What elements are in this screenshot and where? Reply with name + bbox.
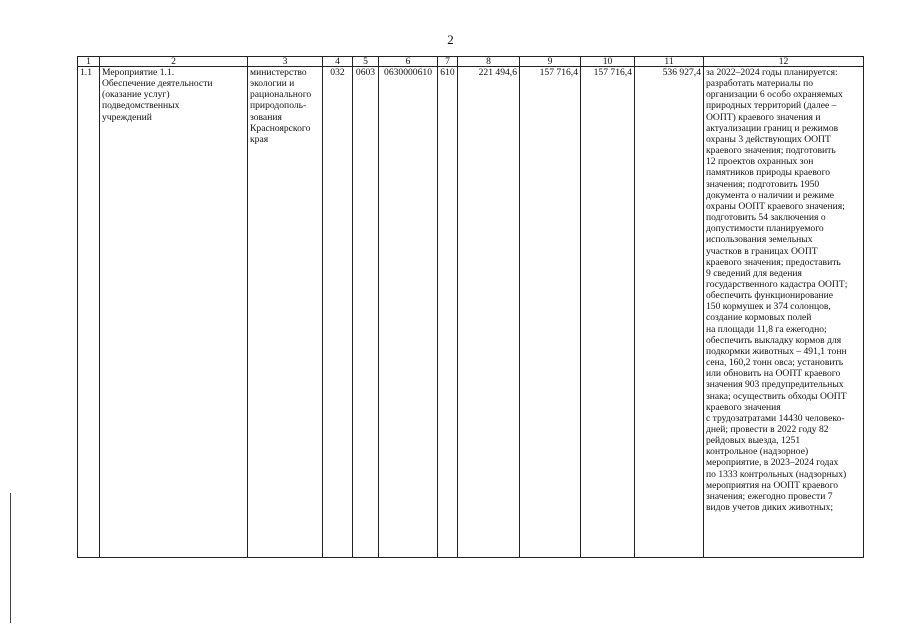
text-line: рационального bbox=[250, 89, 312, 101]
row-number: 1.1 bbox=[78, 67, 100, 558]
amount-total: 536 927,4 bbox=[635, 67, 704, 558]
text-line: значения; подготовить 1950 bbox=[706, 178, 820, 190]
text-line: охраны 3 действующих ООПТ bbox=[706, 133, 831, 145]
amount-2023: 157 716,4 bbox=[520, 67, 581, 558]
text-line: за 2022–2024 годы планируется: bbox=[706, 67, 838, 78]
margin-rule bbox=[10, 493, 11, 623]
text-line: по 1333 контрольных (надзорных) bbox=[706, 468, 847, 480]
text-line: участков в границах ООПТ bbox=[706, 245, 818, 257]
header-cell: 2 bbox=[100, 57, 248, 67]
header-cell: 1 bbox=[78, 57, 100, 67]
csr-code: 0630000610 bbox=[379, 67, 438, 558]
text-line: значения; ежегодно провести 7 bbox=[706, 490, 833, 502]
text-line: значения 903 предупредительных bbox=[706, 379, 844, 391]
text-line: государственного кадастра ООПТ; bbox=[706, 278, 848, 290]
text-line: зования bbox=[250, 111, 282, 123]
text-line: ООПТ) краевого значения и bbox=[706, 111, 821, 123]
program-table bbox=[77, 56, 864, 558]
text-line: краевого значения; подготовить bbox=[706, 145, 836, 157]
grbs-code: 032 bbox=[323, 67, 353, 558]
responsible-org bbox=[248, 67, 323, 558]
header-cell: 10 bbox=[581, 57, 635, 67]
text-line: охраны ООПТ краевого значения; bbox=[706, 200, 845, 212]
text-line: обеспечить функционирование bbox=[706, 290, 834, 302]
text-line: края bbox=[250, 133, 269, 145]
text-line: подготовить 54 заключения о bbox=[706, 212, 826, 224]
amount-2022: 221 494,6 bbox=[458, 67, 520, 558]
header-cell: 5 bbox=[353, 57, 379, 67]
table-row bbox=[78, 67, 864, 558]
text-line: Красноярского bbox=[250, 122, 311, 134]
text-line: или обновить на ООПТ краевого bbox=[706, 368, 841, 380]
text-line: министерство bbox=[250, 67, 307, 78]
text-line: обеспечить выкладку кормов для bbox=[706, 334, 842, 346]
text-line: создание кормовых полей bbox=[706, 312, 812, 324]
text-line: экологии и bbox=[250, 78, 295, 90]
text-line: Мероприятие 1.1. bbox=[102, 67, 175, 78]
text-line: 9 сведений для ведения bbox=[706, 267, 802, 279]
text-line: подведомственных bbox=[102, 100, 180, 112]
text-line: допустимости планируемого bbox=[706, 223, 824, 235]
header-cell: 8 bbox=[458, 57, 520, 67]
text-line: памятников природы краевого bbox=[706, 167, 831, 179]
text-line: подкормки животных – 491,1 тонн bbox=[706, 345, 847, 357]
text-line: мероприятия на ООПТ краевого bbox=[706, 479, 839, 491]
text-line: 150 кормушек и 374 солонцов, bbox=[706, 301, 831, 313]
text-line: (оказание услуг) bbox=[102, 89, 170, 101]
text-line: видов учетов диких животных; bbox=[706, 502, 834, 514]
page-number: 2 bbox=[447, 32, 454, 47]
text-line: знака; осуществить обходы ООПТ bbox=[706, 390, 847, 402]
text-line: сена, 160,2 тонн овса; установить bbox=[706, 357, 844, 369]
text-line: документа о наличии и режиме bbox=[706, 189, 835, 201]
text-line: природополь- bbox=[250, 100, 307, 112]
text-line: дней; провести в 2022 году 82 bbox=[706, 424, 829, 435]
rzpr-code: 0603 bbox=[353, 67, 379, 558]
text-line: природных территорий (далее – bbox=[706, 100, 837, 112]
text-line: на площади 11,8 га ежегодно; bbox=[706, 323, 827, 335]
measure-name bbox=[100, 67, 248, 558]
text-line: организации 6 особо охраняемых bbox=[706, 89, 843, 101]
text-line: разработать материалы по bbox=[706, 78, 814, 90]
expected-result bbox=[704, 67, 864, 558]
header-cell: 6 bbox=[379, 57, 438, 67]
text-line: использования земельных bbox=[706, 234, 813, 246]
header-cell: 12 bbox=[704, 57, 864, 67]
header-cell: 4 bbox=[323, 57, 353, 67]
header-cell: 9 bbox=[520, 57, 581, 67]
text-line: контрольное (надзорное) bbox=[706, 446, 809, 458]
text-line: учреждений bbox=[102, 111, 152, 123]
text-line: 12 проектов охранных зон bbox=[706, 156, 814, 168]
text-line: краевого значения; предоставить bbox=[706, 256, 841, 268]
header-cell: 11 bbox=[635, 57, 704, 67]
amount-2024: 157 716,4 bbox=[581, 67, 635, 558]
text-line: актуализации границ и режимов bbox=[706, 122, 839, 134]
text-line: с трудозатратами 14430 человеко- bbox=[706, 412, 845, 424]
header-cell: 3 bbox=[248, 57, 323, 67]
header-row bbox=[78, 57, 864, 67]
vr-code: 610 bbox=[438, 67, 458, 558]
text-line: рейдовых выезда, 1251 bbox=[706, 435, 801, 447]
text-line: краевого значения bbox=[706, 401, 781, 413]
header-cell: 7 bbox=[438, 57, 458, 67]
text-line: мероприятие, в 2023–2024 годах bbox=[706, 457, 839, 469]
text-line: Обеспечение деятельности bbox=[102, 78, 213, 90]
